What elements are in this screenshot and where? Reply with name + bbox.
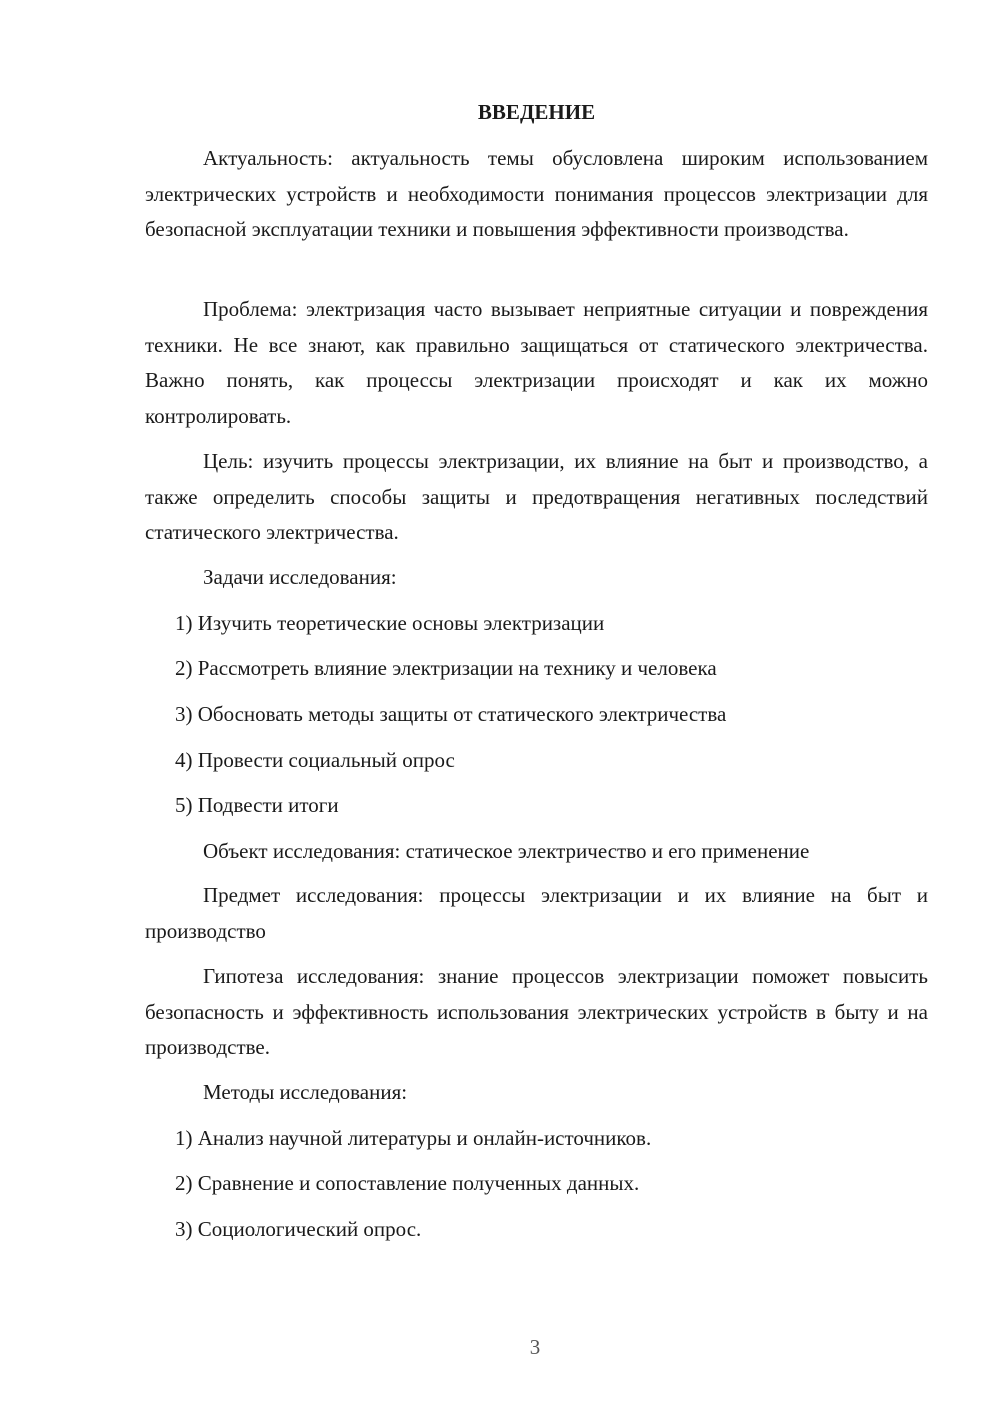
task-item: 2) Рассмотреть влияние электризации на технику и человека: [175, 656, 717, 680]
methods-heading: Методы исследования:: [203, 1080, 408, 1104]
goal-paragraph: Цель: изучить процессы электризации, их влияние на быт и производство, а также определить способы защиты и предотвращения негативных последствий статического электричества.: [145, 449, 928, 544]
tasks-heading: Задачи исследования:: [203, 565, 397, 589]
method-item: 1) Анализ научной литературы и онлайн-источников.: [175, 1126, 652, 1150]
task-item: 3) Обосновать методы защиты от статического электричества: [175, 702, 727, 726]
method-item: 2) Сравнение и сопоставление полученных данных.: [175, 1171, 640, 1195]
relevance-paragraph: Актуальность: актуальность темы обусловлена широким использованием электрических устройств и необходимости понимания процессов электризации для безопасной эксплуатации техники и повышения эффективности производства.: [145, 146, 928, 241]
page-number: 3: [529, 1335, 541, 1359]
object-line: Объект исследования: статическое электричество и его применение: [203, 839, 810, 863]
hypothesis-paragraph: Гипотеза исследования: знание процессов электризации поможет повысить безопасность и эффективность использования электрических устройств в быту и на производстве.: [145, 964, 928, 1059]
task-item: 4) Провести социальный опрос: [175, 748, 455, 772]
task-item: 5) Подвести итоги: [175, 793, 339, 817]
subject-paragraph: Предмет исследования: процессы электризации и их влияние на быт и производство: [145, 883, 928, 943]
method-item: 3) Социологический опрос.: [175, 1217, 422, 1241]
problem-paragraph: Проблема: электризация часто вызывает неприятные ситуации и повреждения техники. Не все знают, как правильно защищаться от статического электричества. Важно понять, как процессы электризации происходят и как их можно контролировать.: [145, 297, 928, 428]
task-item: 1) Изучить теоретические основы электризации: [175, 611, 605, 635]
section-title: ВВЕДЕНИЕ: [477, 100, 596, 124]
